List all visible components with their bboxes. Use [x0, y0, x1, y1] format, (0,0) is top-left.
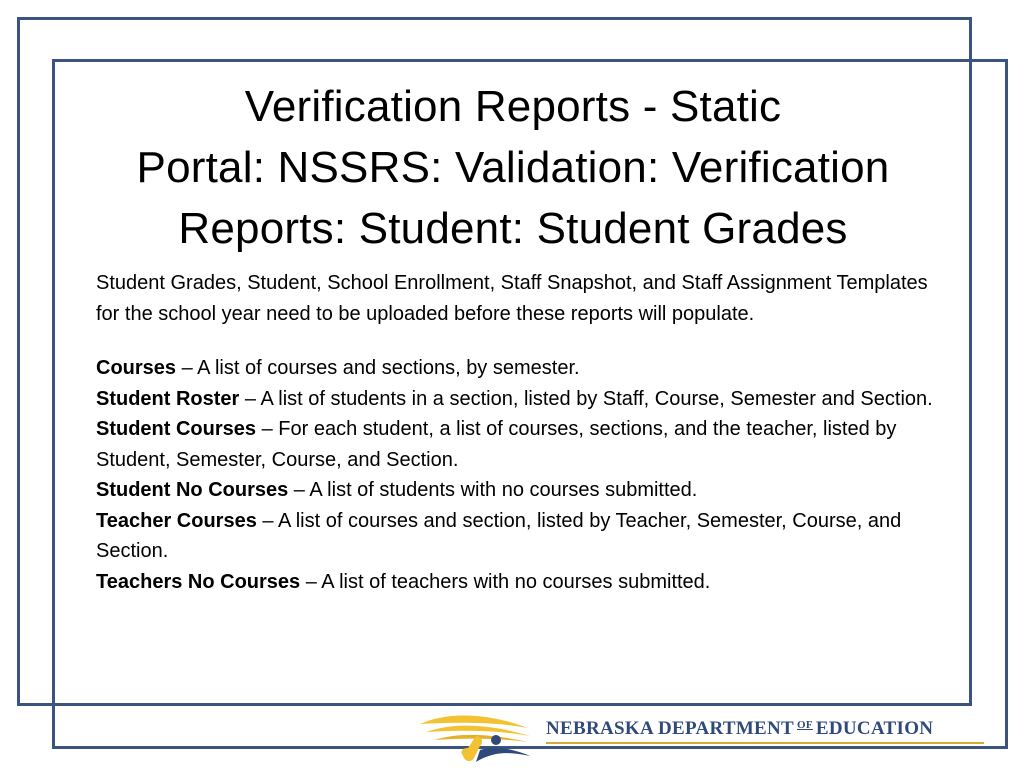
intro-paragraph: Student Grades, Student, School Enrollment, Staff Snapshot, and Staff Assignment Templates for the school year need to be uploaded before these reports will populate. [96, 272, 928, 325]
title-line-2: Portal: NSSRS: Validation: Verification [136, 143, 890, 192]
nde-wordmark [546, 718, 933, 740]
wordmark-part-1: NEBRASKA DEPARTMENT [546, 718, 795, 739]
report-item-student-no-courses [96, 475, 946, 506]
report-description: – A list of courses and section, listed by Teacher, Semester, Course, and Section. [96, 509, 902, 562]
report-description: – A list of courses and sections, by semester. [176, 357, 580, 379]
nde-logo [416, 710, 996, 766]
report-item-student-courses [96, 414, 946, 475]
report-description: – A list of teachers with no courses submitted. [300, 570, 711, 593]
report-name: Student Roster [96, 387, 240, 410]
title-line-3: Reports: Student: Student Grades [178, 204, 848, 253]
report-name: Teacher Courses [96, 509, 257, 532]
nde-figure-icon [416, 710, 541, 766]
wordmark-part-2: EDUCATION [815, 718, 934, 739]
report-description: – For each student, a list of courses, sections, and the teacher, listed by Student, Semester, Course, and Section. [96, 418, 897, 471]
wordmark-of: OF [797, 719, 813, 731]
report-item-teacher-courses [96, 506, 946, 567]
report-description: – A list of students in a section, listed by Staff, Course, Semester and Section. [239, 387, 933, 410]
report-name: Student No Courses [96, 479, 289, 501]
report-name: Teachers No Courses [96, 570, 301, 593]
report-name: Courses [96, 357, 177, 379]
title-line-1: Verification Reports - Static [244, 82, 782, 131]
report-item-student-roster [96, 384, 946, 415]
report-item-courses [96, 353, 946, 384]
wordmark-underline [546, 742, 984, 744]
report-description: – A list of students with no courses submitted. [288, 479, 698, 501]
slide-title [60, 76, 966, 259]
slide-body [96, 268, 946, 597]
report-item-teachers-no-courses [96, 567, 946, 598]
report-name: Student Courses [96, 418, 257, 440]
